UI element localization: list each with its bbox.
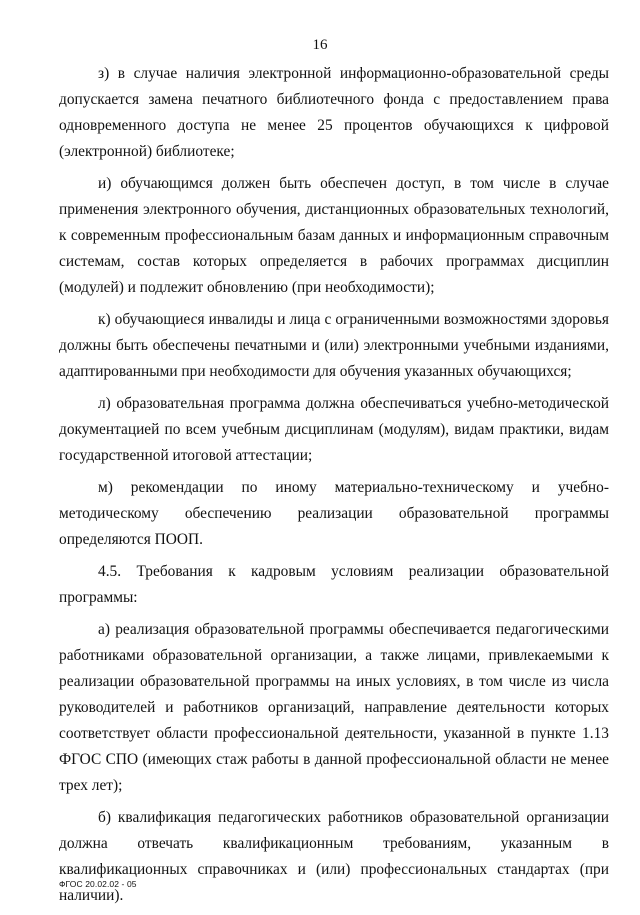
- paragraph-l: л) образовательная программа должна обеспечиваться учебно-методической документацией по всем учебным дисциплинам (модулям), видам практики, видам государственной итоговой аттестации;: [59, 395, 609, 464]
- paragraph-i: и) обучающимся должен быть обеспечен доступ, в том числе в случае применения электронного обучения, дистанционных образовательных технологий, к современным профессиональным базам данных и информационным справочным системам, состав которых определяется в рабочих программах дисциплин (модулей) и подлежит обновлению (при необходимости);: [59, 175, 609, 296]
- paragraph-b: б) квалификация педагогических работников образовательной организации должна отвечать квалификационным требованиям, указанным в квалификационных справочниках и (или) профессиональных стандартах (при наличии).: [59, 809, 609, 904]
- paragraph-k: к) обучающиеся инвалиды и лица с ограниченными возможностями здоровья должны быть обеспечены печатными и (или) электронными учебными изданиями, адаптированными при необходимости для обучения указанных обучающихся;: [59, 311, 609, 380]
- paragraph-z: з) в случае наличия электронной информационно-образовательной среды допускается замена печатного библиотечного фонда с предоставлением права одновременного доступа не менее 25 процентов обучающихся к цифровой (электронной) библиотеке;: [59, 65, 609, 160]
- document-body: [59, 61, 609, 915]
- section-heading-4-5: 4.5. Требования к кадровым условиям реализации образовательной программы:: [59, 563, 609, 606]
- page-number: 16: [312, 37, 328, 53]
- paragraph-m: м) рекомендации по иному материально-техническому и учебно-методическому обеспечению реализации образовательной программы определяются ПООП.: [59, 479, 609, 548]
- paragraph-a: а) реализация образовательной программы обеспечивается педагогическими работниками образовательной организации, а также лицами, привлекаемыми к реализации образовательной программы на иных условиях, в том числе из числа руководителей и работников организаций, направление деятельности которых соответствует области профессиональной деятельности, указанной в пункте 1.13 ФГОС СПО (имеющих стаж работы в данной профессиональной области не менее трех лет);: [59, 621, 609, 794]
- document-footer: ФГОС 20.02.02 - 05: [59, 879, 137, 889]
